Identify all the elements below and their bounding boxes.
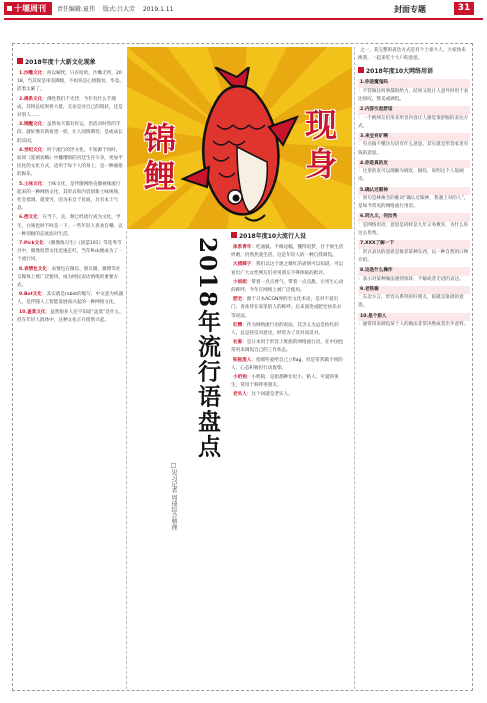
designer-credit: 版式:吕大芳 xyxy=(102,6,135,13)
item-number: 5. xyxy=(19,181,24,187)
editor-credit: 责任编辑:夏伟 xyxy=(57,6,96,13)
list-item xyxy=(17,70,124,95)
list-item xyxy=(17,266,124,291)
item-term: Bot文化 xyxy=(23,292,42,298)
page-header xyxy=(0,0,487,17)
item-text: ：虽然很多人还不知道“盖莫”是什么，但在年轻人群体中，这种文化正在悄然兴起。 xyxy=(17,309,124,323)
list-item xyxy=(231,296,344,321)
item-term: 2.内容引起舒适 xyxy=(358,106,470,114)
item-text: ：在当下，丧、颓已经流行成为文化，学生、白领也时不时丧一下，一些年轻人喜欢自嘲，以一种消极的态度面对生活。 xyxy=(17,215,123,237)
words-list xyxy=(231,244,344,400)
list-item xyxy=(17,309,124,325)
words-column xyxy=(231,231,344,691)
item-text: ：是网络用语，意思是同样是九年义务教育，为什么你这么优秀。 xyxy=(358,222,469,237)
header-rule xyxy=(4,18,483,20)
list-item xyxy=(17,214,124,239)
item-number: 4. xyxy=(19,147,24,153)
item-term: Pick文化 xyxy=(23,241,44,247)
item-term: 表情包文化 xyxy=(23,266,47,272)
list-item xyxy=(231,261,344,277)
continued-text: 之一，其完整的表达方式是有个土豪大人，大家快来换我，一起来吃个大户的意思。 xyxy=(358,48,466,62)
item-term: 6.同九义，何汝秀 xyxy=(358,213,470,221)
list-item xyxy=(17,240,124,265)
item-text: ：源于日本ACGN界的宅文化术语，是对不爱出门、喜欢待在家里的人的称呼，后来演变成肥宅快乐水等说法。 xyxy=(231,297,342,319)
item-term: 杠精 xyxy=(233,322,243,328)
item-text: ：通常用来调侃某个人的做法非常决绝或者出乎意料。 xyxy=(358,321,469,327)
list-item xyxy=(17,147,124,180)
brand-square-icon xyxy=(7,6,12,11)
item-term: 小姐姐 xyxy=(233,279,247,285)
item-term: 4.你是真的皮 xyxy=(358,160,470,168)
item-term: 9.老铁稳 xyxy=(358,286,470,294)
item-text: ：佛性我们不光浮，今年有什么手理成，其终总结果将大抵，无论是对自己的现状，还是对别人…… xyxy=(17,96,123,119)
item-number: 9. xyxy=(19,292,24,298)
list-item xyxy=(17,181,124,214)
item-number: 1. xyxy=(19,71,24,76)
item-term: 老实人 xyxy=(233,392,247,398)
list-item xyxy=(231,322,344,338)
item-number: 8. xyxy=(19,266,24,272)
list-item xyxy=(358,240,470,265)
item-term: 1.你是魔鬼吗 xyxy=(358,79,470,87)
item-number: 6. xyxy=(19,215,24,221)
item-text: ：这里的皮可以理解为调皮、搞怪，说明这个人很顽皮。 xyxy=(358,169,464,183)
phrases-column xyxy=(358,47,470,691)
phrases-list xyxy=(358,79,470,329)
poster-char-xian: 现 xyxy=(305,106,338,144)
list-item xyxy=(231,279,344,295)
item-text: ：带着一点点香气，带着一点点甜，让男生心动的称呼，今年在网络上被广泛使用。 xyxy=(231,279,344,294)
poster-char-li: 鲤 xyxy=(144,157,177,195)
list-item xyxy=(17,291,124,307)
item-term: 土味文化 xyxy=(23,181,43,187)
page-number: 31 xyxy=(454,2,474,15)
item-text: ：一个被网友们用来形容内容让人感觉很舒服的表达方式。 xyxy=(358,115,469,129)
item-text: ：东北方言，形容关系铁的好朋友，稳就是靠谱的意思。 xyxy=(358,295,464,309)
item-text: ：表情包在微信、朋友圈、微博等社交媒体上被广泛使用，成为网民表达情绪的重要方式。 xyxy=(17,266,121,289)
poster-char-shen: 身 xyxy=(305,145,338,183)
list-item xyxy=(231,391,344,399)
column-divider xyxy=(354,47,355,689)
item-term: 世纪文化 xyxy=(23,147,43,153)
list-item xyxy=(358,79,470,104)
list-item xyxy=(231,244,344,260)
square-bullet-icon xyxy=(231,232,237,238)
item-number: 10. xyxy=(19,309,28,315)
item-term: 5.确认过眼神 xyxy=(358,187,470,195)
page-title: 2018年流行语盘点 xyxy=(194,237,221,460)
item-text: ：这个词就是老实人。 xyxy=(246,392,293,398)
item-text: ：不管做任何事都很给力，结果又很让人意外时用于表达惊叹，赞美或调侃。 xyxy=(358,88,469,103)
item-text: ：是日本用于形容上班族的网络流行语，在中国也常用来调侃自己的工作状态。 xyxy=(231,340,344,354)
list-item xyxy=(358,106,470,131)
newspaper-brand xyxy=(4,2,52,15)
item-text: ：形式表达的意思是推荐某种东西，以一种自然的口吻介绍。 xyxy=(358,249,469,263)
item-number: 2. xyxy=(19,96,24,102)
column-divider xyxy=(126,231,127,689)
item-text: ：何以解忧，只有哈哈。沙雕无所，2018，当其说是审美降级，不如说是心情脱贫，毕竟，活着太累了。 xyxy=(17,71,124,93)
item-text: ：其实就是robot的缩写，中文意为机器人，是伴随人工智能发展而兴起的一种网络文化。 xyxy=(17,292,124,306)
header-meta xyxy=(57,4,179,13)
list-item xyxy=(358,267,470,284)
item-text: ：指那些爱给自己立flag，但是常常做不到的人，心态积极但行动废柴。 xyxy=(231,357,343,371)
koi-fish-icon xyxy=(179,67,301,229)
list-item xyxy=(358,286,470,311)
item-term: 10.是个狠人 xyxy=(358,313,470,321)
item-term: 佛系文化 xyxy=(23,96,43,102)
item-term: 肥宅 xyxy=(233,297,243,303)
item-term: 大猪蹄子 xyxy=(233,262,252,268)
item-text: ：土味文化，是伴随网络直播视频流行起来的一种网络文化，其形式和内容创新土味视频，社会低调，就变穷，因为来自于民间，具有本土气息。 xyxy=(17,181,123,212)
square-bullet-icon xyxy=(358,67,364,73)
koi-poster xyxy=(127,47,352,229)
culture-heading: 2018年度十大新文化现象 xyxy=(17,58,124,68)
author-credit: □见习记者 周琦综合整理 xyxy=(170,462,177,531)
item-text: ：吃油腻、不修边幅，懂得追梦，甘于被生活折磨，仍然热爱生活，这是年轻人的一种自我调侃。 xyxy=(231,245,344,259)
issue-date: 2019.1.11 xyxy=(142,6,174,13)
item-text: ：小奶狗，是指那种年纪小、粘人、可爱的男生，常用于称呼男朋友。 xyxy=(231,375,339,389)
list-item xyxy=(231,357,344,373)
culture-list xyxy=(17,70,124,325)
item-term: 7.XXX了解一下 xyxy=(358,240,470,248)
item-term: 3.来宝有矿啊 xyxy=(358,133,470,141)
words-heading: 2018年度10大流行人设 xyxy=(231,232,344,242)
culture-column xyxy=(17,57,124,691)
item-number: 3. xyxy=(19,122,24,128)
section-title: 封面专题 xyxy=(394,5,426,14)
item-text: ：《偶像练习生》《创造101》等选秀节目中，偶像投票文化迅速走红，当年Pick便成为了一个流行词。 xyxy=(17,241,123,263)
list-item xyxy=(231,339,344,355)
item-term: 积极废人 xyxy=(233,357,252,363)
item-term: 社畜 xyxy=(233,340,243,346)
list-item xyxy=(17,96,124,121)
list-item xyxy=(358,313,470,330)
list-item xyxy=(231,374,344,390)
item-term: 挫文化 xyxy=(23,215,38,221)
list-item xyxy=(358,133,470,158)
item-text: ：表示对某种做法感到惊讶、不解或者无语的表达。 xyxy=(358,276,464,282)
item-text: ：原句是林俊杰的歌词“确认过眼神，我遇上对的人”，是如今常见的网络流行用语。 xyxy=(358,196,469,210)
poster-char-jin: 锦 xyxy=(144,120,177,158)
item-text: ：有点搞不懂这句话有什么意思，其实就是形容家里有钱的意思。 xyxy=(358,142,469,156)
item-term: 小奶狗 xyxy=(233,375,247,381)
item-term: 8.这是什么操作 xyxy=(358,267,470,275)
square-bullet-icon xyxy=(17,58,23,64)
item-text: ：虽然每天都有好运，但活动时常的手段，就好像有新希望一样，让人同情期待，是或成长的乐园。 xyxy=(17,122,123,144)
brand-label: 十堰周刊 xyxy=(14,4,46,13)
item-term: 沙雕文化 xyxy=(23,71,43,76)
item-text: ：时下流行的世文化，不知源于何时。如同《延禧攻略》中魏璎珞的宫廷生存斗争，更加平民化的文化方式，适用于每个人的身上，是一种通俗的娱乐。 xyxy=(17,147,123,178)
item-number: 7. xyxy=(19,241,24,247)
item-text: ：我们以这个迷之微红的表情可以知道，可以看出广大女性网友们对男朋友不够体贴的批评。 xyxy=(231,262,344,276)
list-item xyxy=(17,121,124,146)
list-item xyxy=(358,213,470,238)
list-item xyxy=(358,187,470,212)
item-text: ：作为网络流行语的说法，其含义为总是抬杠的人，总是持反对意见，经常为了反对而反对。 xyxy=(231,322,339,337)
item-term: 锦鲤文化 xyxy=(23,122,43,128)
phrases-heading: 2018年度10大网络用语 xyxy=(358,67,470,77)
item-term: 体系青年 xyxy=(233,245,252,250)
item-term: 盖莫文化 xyxy=(27,309,46,315)
list-item xyxy=(358,160,470,185)
